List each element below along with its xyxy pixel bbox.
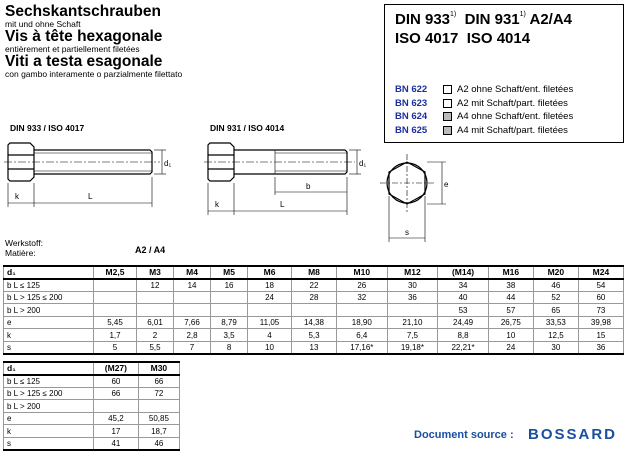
dim-k-label-1: k <box>15 192 19 201</box>
bn-code: BN 624 <box>395 111 428 123</box>
checkbox-icon <box>443 126 452 135</box>
dim-L-label-2: L <box>280 200 285 209</box>
table-cell: 7,5 <box>387 329 438 342</box>
table-cell: 28 <box>292 291 337 304</box>
table-cell: 41 <box>94 438 139 451</box>
dim-d1-label-1: d₁ <box>164 159 172 168</box>
table-header-cell: M5 <box>211 266 248 279</box>
table-cell: 6,01 <box>137 316 174 329</box>
title-fr: Vis à tête hexagonale <box>5 28 163 45</box>
checkbox-icon <box>443 85 452 94</box>
table-cell <box>387 304 438 317</box>
bn-item <box>395 97 573 111</box>
bn-code: BN 622 <box>395 84 428 96</box>
table-header-cell: M12 <box>387 266 438 279</box>
table-cell: 13 <box>292 342 337 355</box>
table-row <box>4 425 180 438</box>
bn-item <box>395 124 573 138</box>
table-cell: 10 <box>488 329 533 342</box>
table-cell: 22 <box>292 279 337 292</box>
bolt-drawing-partial-thread <box>200 135 370 220</box>
table-cell <box>94 304 137 317</box>
table-cell: k <box>4 425 94 438</box>
table-header-cell: d₁ <box>4 362 94 375</box>
table-cell: 24,49 <box>438 316 489 329</box>
bn-code: BN 625 <box>395 124 428 136</box>
standards-line-2: ISO 4017 ISO 4014 <box>395 30 531 47</box>
table-cell: 54 <box>578 279 623 292</box>
std-din931: DIN 931 <box>464 11 520 28</box>
standards-box <box>384 4 624 143</box>
table-cell: 33,53 <box>533 316 578 329</box>
table-row <box>4 438 180 451</box>
dim-e-label: e <box>444 180 449 189</box>
table-cell: 12 <box>137 279 174 292</box>
table-cell: 66 <box>94 387 139 400</box>
table-cell: s <box>4 438 94 451</box>
table-cell: 19,18* <box>387 342 438 355</box>
table-cell: e <box>4 412 94 425</box>
table-cell <box>94 291 137 304</box>
document-source-label: Document source : <box>414 429 514 441</box>
bn-item <box>395 110 573 124</box>
table-cell: 36 <box>387 291 438 304</box>
std-material: A2/A4 <box>529 11 573 28</box>
table-cell: 30 <box>533 342 578 355</box>
table-header-row <box>4 362 180 375</box>
table-cell: 52 <box>533 291 578 304</box>
table-row <box>4 329 624 342</box>
title-it: Viti a testa esagonale <box>5 53 163 70</box>
table-cell: 24 <box>488 342 533 355</box>
subtitle-fr: entièrement et partiellement filetées <box>5 44 140 54</box>
table-cell: e <box>4 316 94 329</box>
table-cell <box>138 400 179 413</box>
table-cell: 72 <box>138 387 179 400</box>
table-cell: 32 <box>337 291 388 304</box>
table-cell <box>137 304 174 317</box>
bn-item <box>395 83 573 97</box>
table-header-cell: M2,5 <box>94 266 137 279</box>
table-cell: s <box>4 342 94 355</box>
table-cell: 3,5 <box>211 329 248 342</box>
table-header-cell: d₁ <box>4 266 94 279</box>
table-row <box>4 316 624 329</box>
table-cell: 5,3 <box>292 329 337 342</box>
dimension-table-main <box>3 265 624 355</box>
dim-b-label: b <box>306 182 311 191</box>
table-cell: 39,98 <box>578 316 623 329</box>
table-cell: b L > 125 ≤ 200 <box>4 387 94 400</box>
table-cell: 22,21* <box>438 342 489 355</box>
std-din931-footnote: 1) <box>519 11 526 18</box>
table-header-cell: M24 <box>578 266 623 279</box>
table-cell: 7,66 <box>174 316 211 329</box>
table-cell: 16 <box>211 279 248 292</box>
table-row <box>4 304 624 317</box>
table-cell: 2,8 <box>174 329 211 342</box>
table-cell <box>94 400 139 413</box>
std-din933-footnote: 1) <box>450 11 457 18</box>
table-header-row <box>4 266 624 279</box>
table-cell: 26,75 <box>488 316 533 329</box>
dim-s-label: s <box>405 228 409 237</box>
table-cell: 1,7 <box>94 329 137 342</box>
table-cell: 14,38 <box>292 316 337 329</box>
dim-k-label-2: k <box>215 200 219 209</box>
table-cell: 73 <box>578 304 623 317</box>
table-cell: k <box>4 329 94 342</box>
table-header-cell: (M27) <box>94 362 139 375</box>
table-header-cell: M8 <box>292 266 337 279</box>
table-cell: 44 <box>488 291 533 304</box>
table-cell <box>248 304 292 317</box>
subtitle-de: mit und ohne Schaft <box>5 19 81 29</box>
table-cell: 5 <box>94 342 137 355</box>
hex-head-end-view <box>378 150 458 248</box>
table-cell: 17 <box>94 425 139 438</box>
table-cell: 5,45 <box>94 316 137 329</box>
table-header-cell: M6 <box>248 266 292 279</box>
table-cell <box>137 291 174 304</box>
title-block <box>5 4 182 79</box>
table-cell: 18,7 <box>138 425 179 438</box>
table-row <box>4 387 180 400</box>
figure-label-din933: DIN 933 / ISO 4017 <box>10 123 85 133</box>
title-de: Sechskantschrauben <box>5 3 161 20</box>
material-value: A2 / A4 <box>135 245 166 255</box>
table-cell: 10 <box>248 342 292 355</box>
table-cell: b L > 200 <box>4 304 94 317</box>
table-cell: 60 <box>578 291 623 304</box>
table-row <box>4 412 180 425</box>
table-row <box>4 291 624 304</box>
table-cell: 38 <box>488 279 533 292</box>
table-cell: 46 <box>533 279 578 292</box>
material-label-de: Werkstoff: <box>5 238 43 248</box>
table-cell: 50,85 <box>138 412 179 425</box>
table-row <box>4 375 180 388</box>
table-cell: 18 <box>248 279 292 292</box>
table-cell: 14 <box>174 279 211 292</box>
table-cell: 4 <box>248 329 292 342</box>
brand-logo: BOSSARD <box>528 426 618 443</box>
std-din933: DIN 933 <box>395 11 451 28</box>
bn-description: A2 mit Schaft/part. filetées <box>457 97 568 109</box>
table-cell <box>94 279 137 292</box>
table-cell: 15 <box>578 329 623 342</box>
table-cell: 66 <box>138 375 179 388</box>
table-cell: 7 <box>174 342 211 355</box>
bn-description: A2 ohne Schaft/ent. filetées <box>457 84 574 96</box>
table-header-cell: M16 <box>488 266 533 279</box>
bn-list <box>395 83 573 137</box>
table-header-cell: M3 <box>137 266 174 279</box>
table-row <box>4 400 180 413</box>
table-cell <box>337 304 388 317</box>
bn-code: BN 623 <box>395 97 428 109</box>
table-cell: 11,05 <box>248 316 292 329</box>
material-label-fr: Matière: <box>5 248 36 258</box>
table-row <box>4 342 624 355</box>
table-cell: 17,16* <box>337 342 388 355</box>
dim-L-label-1: L <box>88 192 93 201</box>
standards-line-1 <box>395 11 572 28</box>
table-cell: b L > 125 ≤ 200 <box>4 291 94 304</box>
dimension-table-large <box>3 361 180 451</box>
table-cell: 57 <box>488 304 533 317</box>
figure-label-din931: DIN 931 / ISO 4014 <box>210 123 285 133</box>
table-header-cell: M20 <box>533 266 578 279</box>
table-cell <box>292 304 337 317</box>
table-header-cell: M10 <box>337 266 388 279</box>
checkbox-icon <box>443 99 452 108</box>
table-cell <box>174 304 211 317</box>
bn-description: A4 ohne Schaft/ent. filetées <box>457 111 574 123</box>
table-cell: 6,4 <box>337 329 388 342</box>
table-row <box>4 279 624 292</box>
table-cell: 45,2 <box>94 412 139 425</box>
table-cell: 40 <box>438 291 489 304</box>
table-cell: 65 <box>533 304 578 317</box>
table-cell: b L ≤ 125 <box>4 375 94 388</box>
table-cell: 30 <box>387 279 438 292</box>
table-cell: 36 <box>578 342 623 355</box>
table-header-cell: (M14) <box>438 266 489 279</box>
table-cell: 8,79 <box>211 316 248 329</box>
table-cell: 60 <box>94 375 139 388</box>
table-cell: 34 <box>438 279 489 292</box>
table-cell: 2 <box>137 329 174 342</box>
material-labels <box>5 238 43 258</box>
table-cell: 46 <box>138 438 179 451</box>
table-cell: b L > 200 <box>4 400 94 413</box>
table-cell: 21,10 <box>387 316 438 329</box>
table-cell: 12,5 <box>533 329 578 342</box>
dim-d1-label-2: d₁ <box>359 159 367 168</box>
table-cell <box>211 304 248 317</box>
table-cell <box>211 291 248 304</box>
table-header-cell: M30 <box>138 362 179 375</box>
table-cell: b L ≤ 125 <box>4 279 94 292</box>
table-cell: 24 <box>248 291 292 304</box>
table-header-cell: M4 <box>174 266 211 279</box>
table-cell: 53 <box>438 304 489 317</box>
subtitle-it: con gambo interamente o parzialmente filettato <box>5 69 183 79</box>
bolt-drawing-full-thread <box>0 135 180 215</box>
bn-description: A4 mit Schaft/part. filetées <box>457 124 568 136</box>
table-cell: 8,8 <box>438 329 489 342</box>
table-cell: 26 <box>337 279 388 292</box>
table-cell: 18,90 <box>337 316 388 329</box>
table-cell <box>174 291 211 304</box>
checkbox-icon <box>443 112 452 121</box>
table-cell: 5,5 <box>137 342 174 355</box>
table-cell: 8 <box>211 342 248 355</box>
